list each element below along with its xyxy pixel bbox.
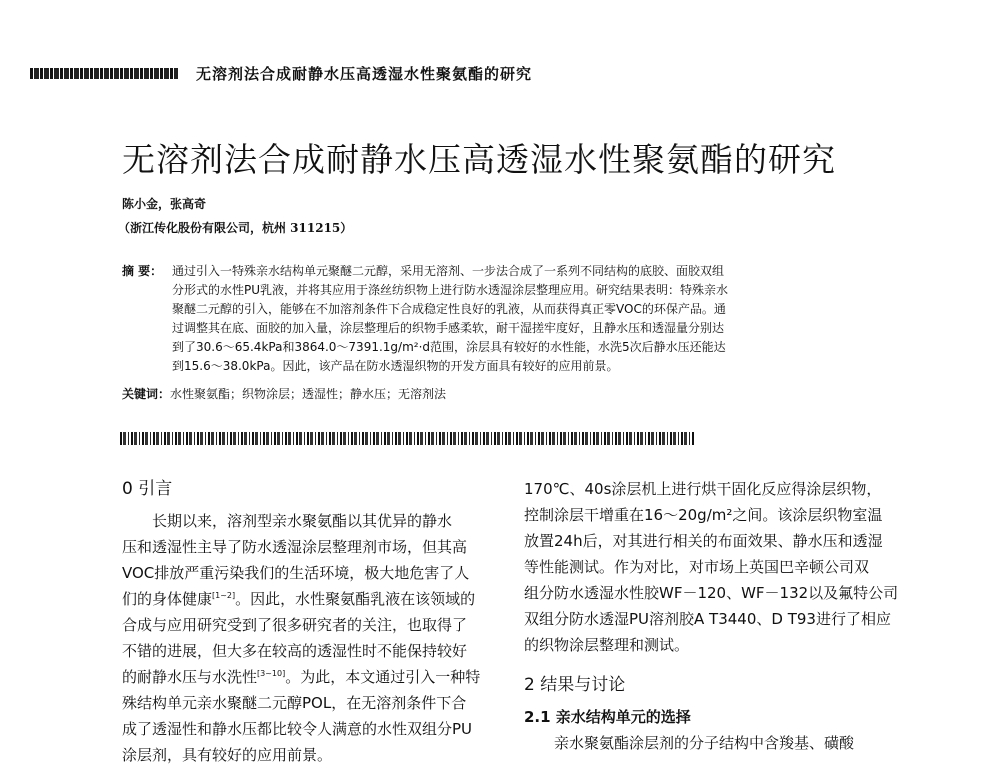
body-line: 殊结构单元亲水聚醚二元醇POL，在无溶剂条件下合 [122,694,467,712]
right-column [524,476,899,756]
abstract-line: 聚醚二元醇的引入，能够在不加溶剂条件下合成稳定性良好的乳液，从而获得真正零VOC的环保产品。通 [172,302,726,316]
body-line: 放置24h后，对其进行相关的布面效果、静水压和透湿 [524,532,883,550]
body-line: 170℃、40s涂层机上进行烘干固化反应得涂层织物， [524,480,882,498]
body-line: 不错的进展，但大多在较高的透湿性时不能保持较好 [122,642,468,660]
citation[interactable]: [3~10] [257,669,286,678]
running-title: 无溶剂法合成耐静水压高透湿水性聚氨酯的研究 [196,64,533,83]
body-line: 的织物涂层整理和测试。 [524,636,690,654]
body-text: 的耐静水压与水洗性 [122,668,258,686]
keywords-label: 关键词： [122,387,171,401]
body-line: 涂层剂，具有较好的应用前景。 [122,746,333,764]
body-line: 等性能测试。作为对比，对市场上英国巴辛顿公司双 [524,558,870,576]
citation[interactable]: [1~2] [212,591,236,600]
article-title: 无溶剂法合成耐静水压高透湿水性聚氨酯的研究 [122,140,836,179]
section-2-1-heading: 2.1 亲水结构单元的选择 [524,708,691,726]
body-line-with-citation [122,664,492,690]
body-line: 控制涂层干增重在16～20g/m²之间。该涂层织物室温 [524,506,883,524]
body-line-with-citation [122,586,492,612]
section-divider [120,432,695,445]
body-line: 双组分防水透湿PU溶剂胶A T3440、D T93进行了相应 [524,610,891,628]
left-column [122,476,492,768]
abstract-line: 通过引入一特殊亲水结构单元聚醚二元醇，采用无溶剂、一步法合成了一系列不同结构的底胶、面胶双组 [172,264,725,278]
abstract-line: 过调整其在底、面胶的加入量，涂层整理后的织物手感柔软，耐干湿搓牢度好，且静水压和透湿量分别达 [172,321,725,335]
section-2-heading: 2 结果与讨论 [524,675,626,695]
running-header [30,62,532,84]
body-line: 成了透湿性和静水压都比较令人满意的水性双组分PU [122,720,473,738]
authors: 陈小金，张高奇 [122,197,207,211]
abstract-line: 到了30.6～65.4kPa和3864.0～7391.1g/m²·d范围，涂层具有较好的水性能，水洗5次后静水压还能达 [172,340,726,354]
abstract-line: 分形式的水性PU乳液，并将其应用于涤丝纺织物上进行防水透湿涂层整理应用。研究结果表明：特殊亲水 [172,283,729,297]
body-text: 们的身体健康 [122,590,213,608]
keywords [122,385,446,402]
body-line: VOC排放严重污染我们的生活环境，极大地危害了人 [122,564,470,582]
abstract-line: 到15.6～38.0kPa。因此，该产品在防水透湿织物的开发方面具有较好的应用前景。 [172,359,619,373]
affiliation: （浙江传化股份有限公司，杭州 311215） [118,221,353,235]
abstract [122,262,812,376]
body-line: 组分防水透湿水性胶WF－120、WF－132以及氟特公司 [524,584,899,602]
section-0-heading: 0 引言 [122,479,173,499]
body-line: 长期以来，溶剂型亲水聚氨酯以其优异的静水 [152,512,453,530]
body-line: 亲水聚氨酯涂层剂的分子结构中含羧基、磺酸 [554,734,855,752]
body-text: 。为此，本文通过引入一种特 [285,668,481,686]
abstract-label: 摘 要： [122,264,163,278]
journal-logo-bar [30,68,178,79]
body-line: 压和透湿性主导了防水透湿涂层整理剂市场，但其高 [122,538,468,556]
body-line: 合成与应用研究受到了很多研究者的关注，也取得了 [122,616,468,634]
body-text: 。因此，水性聚氨酯乳液在该领域的 [235,590,476,608]
keywords-text: 水性聚氨酯；织物涂层；透湿性；静水压；无溶剂法 [170,387,447,401]
abstract-body [172,262,812,376]
